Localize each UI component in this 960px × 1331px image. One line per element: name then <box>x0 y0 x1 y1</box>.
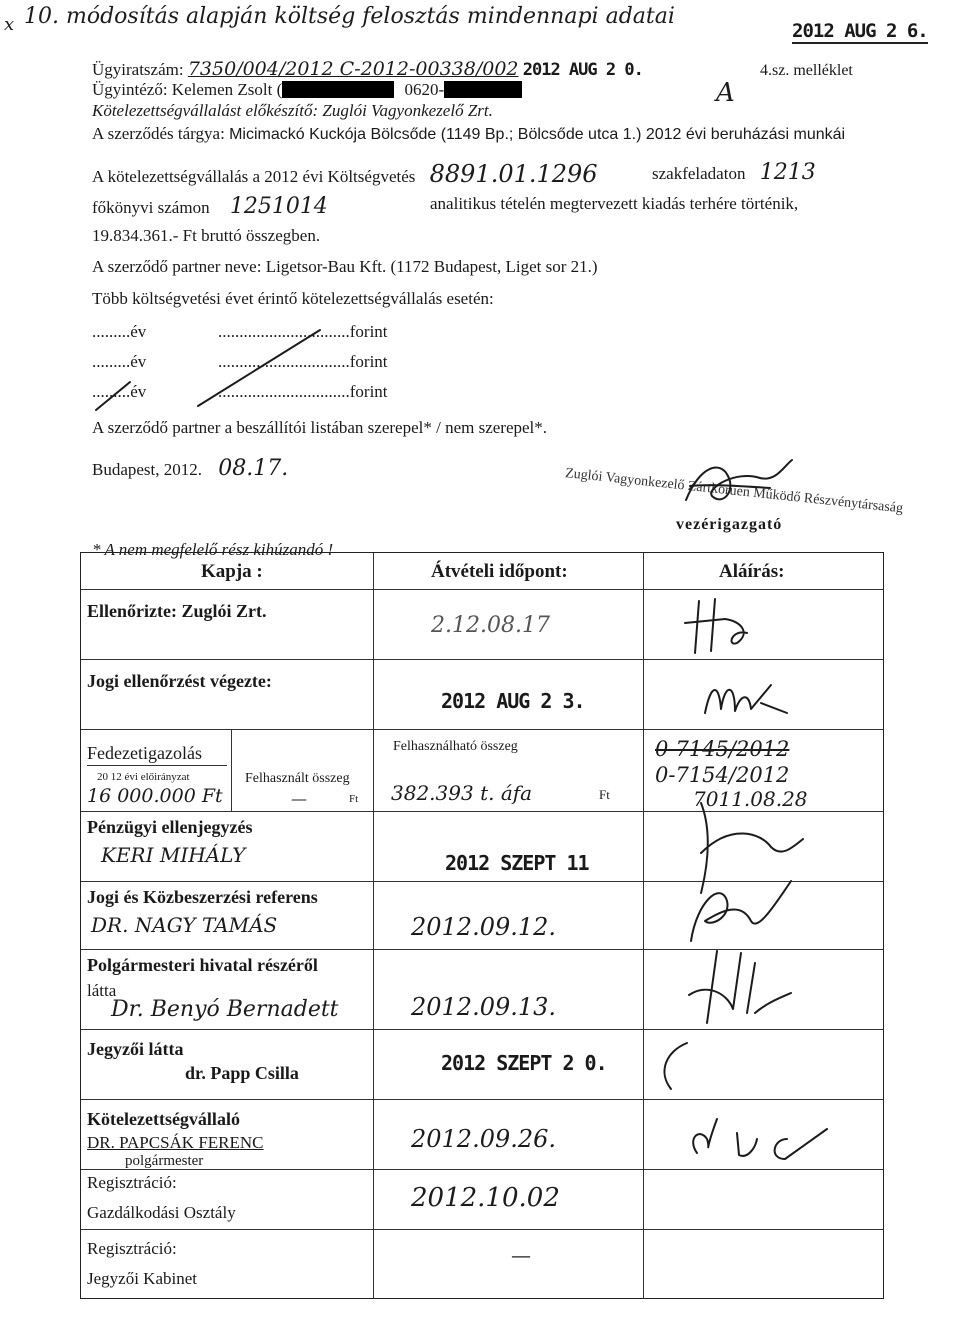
mayor-office-label-2: látta <box>87 981 117 1000</box>
budget-code: 8891.01.1296 <box>429 160 598 188</box>
coverage-ref-3: 7011.08.28 <box>693 787 808 811</box>
ledger-line-right: analitikus tételén megtervezett kiadás terhére történik, <box>430 194 799 213</box>
director-signature <box>680 456 800 516</box>
partner-label: A szerződő partner neve: <box>92 257 262 276</box>
registration-2-label: Regisztráció: <box>87 1239 177 1258</box>
notary-label: Jegyzői látta <box>87 1039 184 1059</box>
row-divider <box>81 659 883 660</box>
task-number: 1213 <box>759 160 816 185</box>
legal-check-signature <box>701 673 791 723</box>
checked-by-signature <box>681 593 761 659</box>
supplier-line: A szerződő partner a beszállítói listában szerepel* / nem szerepel*. <box>92 418 548 437</box>
financial-control-stamp: 2012 SZEPT 11 <box>445 851 589 875</box>
budget-text-1: A kötelezettségvállalás a 2012 évi Költségvetés <box>92 167 416 186</box>
approval-table <box>80 552 884 1299</box>
registration-1-dept: Gazdálkodási Osztály <box>87 1203 236 1222</box>
column-divider <box>643 553 644 1298</box>
obligor-signature <box>677 1109 867 1169</box>
mayor-office-label: Polgármesteri hivatal részéről <box>87 955 318 975</box>
header-receipt-time: Átvételi időpont: <box>431 561 568 582</box>
available-amount-value: 382.393 t. áfa <box>391 781 533 805</box>
case-number-stamp: 2012 AUG 2 0. <box>522 60 643 80</box>
date-stamp-top: 2012 AUG 2 6. <box>792 20 928 42</box>
legal-procurement-date: 2012.09.12. <box>411 913 557 941</box>
available-amount-suffix: Ft <box>599 787 610 802</box>
mayor-office-signature <box>677 943 797 1033</box>
date-text: Budapest, 2012. <box>92 460 203 479</box>
coverage-ref-1: 0-7145/2012 <box>655 737 790 761</box>
available-amount-label: Felhasználható összeg <box>393 739 518 754</box>
header-recipient: Kapja : <box>201 561 263 582</box>
company-stamp-line2: vezérigazgató <box>676 516 783 533</box>
multi-year-row-amount: ...............................forint <box>218 322 388 341</box>
preparer-line: Kötelezettségvállalást előkészítő: Zuglói Vagyonkezelő Zrt. <box>92 101 493 120</box>
registration-1-date: 2012.10.02 <box>411 1183 560 1213</box>
corner-mark: x <box>4 14 15 35</box>
ledger-code: 1251014 <box>229 194 328 219</box>
amount-line: 19.834.361.- Ft bruttó összegben. <box>92 226 321 245</box>
administrator-label: Ügyintéző: Kelemen Zsolt ( <box>92 80 283 99</box>
row-divider <box>81 1099 883 1100</box>
ledger-text-1: főkönyvi számon <box>92 198 210 217</box>
checked-by-label: Ellenőrizte: Zuglói Zrt. <box>87 601 267 621</box>
notary-signature <box>647 1037 707 1097</box>
multi-year-line: Több költségvetési évet érintő kötelezettségvállalás esetén: <box>92 289 494 308</box>
coverage-underline <box>87 765 227 766</box>
subject-value: Micimackó Kuckója Bölcsőde (1149 Bp.; Bölcsőde utca 1.) 2012 évi beruházási munkái <box>229 126 846 143</box>
legal-procurement-label: Jogi és Közbeszerzési referens <box>87 887 318 907</box>
used-amount-suffix: Ft <box>349 793 359 805</box>
budget-year-label: 20 12 évi előirányzat <box>97 771 190 783</box>
row-divider <box>81 729 883 730</box>
top-handwritten-note: 10. módosítás alapján költség felosztás mindennapi adatai <box>24 4 675 29</box>
case-number-label: Ügyiratszám: <box>92 60 184 79</box>
company-stamp-line1: Zuglói Vagyonkezelő Zártkörűen Működő Részvénytársaság <box>564 466 904 517</box>
coverage-ref-2: 0-7154/2012 <box>655 763 790 787</box>
multi-year-row-year: .........év <box>92 352 147 371</box>
column-divider <box>373 553 374 1298</box>
date-handwritten: 08.17. <box>218 456 289 481</box>
row-divider <box>81 589 883 590</box>
multi-year-row-amount: ...............................forint <box>218 352 388 371</box>
annex-mark: A <box>716 78 735 108</box>
row-divider <box>81 1229 883 1230</box>
multi-year-row-year: .........év <box>92 382 147 401</box>
phone-prefix: 0620- <box>404 80 445 99</box>
legal-procurement-name: DR. NAGY TAMÁS <box>91 913 278 937</box>
header-signature: Aláírás: <box>719 561 785 582</box>
multi-year-row-year: .........év <box>92 322 147 341</box>
budget-amount: 16 000.000 Ft <box>87 785 223 807</box>
coverage-divider <box>231 729 232 811</box>
legal-check-stamp: 2012 AUG 2 3. <box>441 689 585 713</box>
annex-label: 4.sz. melléklet <box>760 62 853 79</box>
obligor-name: DR. PAPCSÁK FERENC <box>87 1133 264 1152</box>
financial-control-name: KERI MIHÁLY <box>101 843 246 867</box>
coverage-label: Fedezetigazolás <box>87 743 202 763</box>
subject-label: A szerződés tárgya: <box>92 124 225 143</box>
obligor-label: Kötelezettségvállaló <box>87 1109 240 1129</box>
partner-value: Ligetsor-Bau Kft. (1172 Budapest, Liget sor 21.) <box>265 257 598 276</box>
legal-procurement-signature <box>681 871 801 951</box>
legal-check-label: Jogi ellenőrzést végezte: <box>87 671 272 691</box>
footnote: * A nem megfelelő rész kihúzandó ! <box>92 540 334 559</box>
mayor-office-name: Dr. Benyó Bernadett <box>111 997 339 1022</box>
budget-text-2: szakfeladaton <box>652 164 746 183</box>
financial-control-label: Pénzügyi ellenjegyzés <box>87 817 253 837</box>
notary-stamp: 2012 SZEPT 2 0. <box>441 1051 607 1075</box>
used-amount-value: — <box>291 789 307 808</box>
multi-year-row-amount: ...............................forint <box>218 382 388 401</box>
obligor-date: 2012.09.26. <box>411 1125 557 1153</box>
notary-name: dr. Papp Csilla <box>185 1063 299 1083</box>
date-line <box>92 456 288 481</box>
registration-1-label: Regisztráció: <box>87 1173 177 1192</box>
registration-2-dept: Jegyzői Kabinet <box>87 1269 197 1288</box>
checked-by-date: 2.12.08.17 <box>431 613 550 638</box>
registration-2-dash: — <box>511 1243 531 1267</box>
obligor-title: polgármester <box>125 1153 204 1169</box>
used-amount-label: Felhasznált összeg <box>245 771 350 786</box>
mayor-office-date: 2012.09.13. <box>411 993 557 1021</box>
case-number-value: 7350/004/2012 C-2012-00338/002 <box>187 58 519 80</box>
